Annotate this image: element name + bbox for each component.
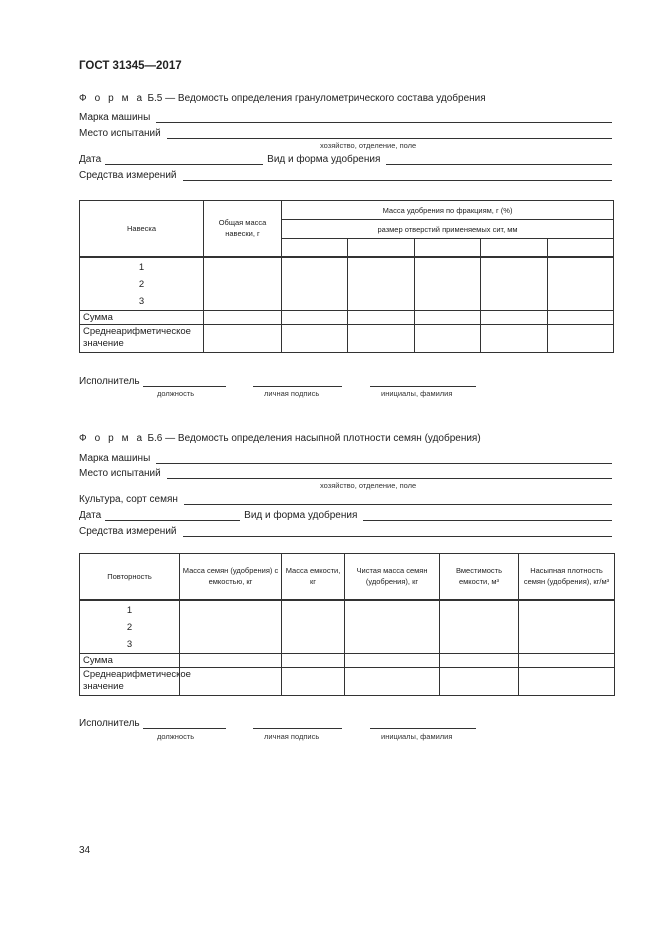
b5-date-label: Дата	[79, 154, 102, 165]
b5-place-field[interactable]	[167, 128, 612, 139]
page-number: 34	[79, 845, 91, 856]
b6-repeat-numbers	[80, 600, 180, 654]
b5-sieve-cell[interactable]	[348, 239, 415, 257]
b5-head-total-mass: Общая масса навески, г	[204, 201, 282, 257]
b5-name-hint: инициалы, фамилия	[381, 389, 453, 398]
b5-place-hint: хозяйство, отделение, поле	[320, 141, 417, 150]
b5-head-sample: Навеска	[80, 201, 204, 257]
b6-culture-field[interactable]	[184, 494, 612, 505]
b6-instruments-field[interactable]	[183, 526, 612, 537]
b5-position-hint: должность	[157, 389, 195, 398]
form-b6-title-text: Б.6 — Ведомость определения насыпной плотности семян (удобрения)	[147, 433, 481, 444]
b6-head-net-mass: Чистая масса семян (удобрения), кг	[345, 554, 440, 600]
b6-place-label: Место испытаний	[79, 468, 161, 479]
b6-fert-field[interactable]	[363, 510, 612, 521]
b5-name-line[interactable]	[370, 385, 476, 387]
b6-signature-hint: личная подпись	[264, 732, 320, 741]
b6-sum-label: Сумма	[80, 653, 180, 667]
b6-repeat-2: 2	[126, 621, 133, 633]
form-b6-title	[79, 433, 481, 444]
b5-mean-cell[interactable]	[204, 324, 282, 352]
b5-sieve-cell[interactable]	[282, 239, 348, 257]
b6-data-cell[interactable]	[345, 600, 440, 654]
b6-date-label: Дата	[79, 510, 102, 521]
form-b5-title-text: Б.5 — Ведомость определения гранулометрического состава удобрения	[147, 93, 486, 104]
b5-sum-label: Сумма	[80, 310, 204, 324]
b6-place-field[interactable]	[167, 468, 612, 479]
b6-repeat-1: 1	[126, 604, 133, 616]
b5-data-cell[interactable]	[548, 257, 614, 311]
b6-culture-label: Культура, сорт семян	[79, 494, 178, 505]
b6-name-hint: инициалы, фамилия	[381, 732, 453, 741]
b6-machine-label: Марка машины	[79, 453, 151, 464]
b6-place-row	[79, 466, 612, 479]
b6-name-line[interactable]	[370, 727, 476, 729]
b5-sum-cell[interactable]	[348, 310, 415, 324]
b6-sum-cell[interactable]	[282, 653, 345, 667]
b6-fert-label: Вид и форма удобрения	[244, 510, 358, 521]
b5-sum-cell[interactable]	[548, 310, 614, 324]
b6-repeat-3: 3	[126, 638, 133, 650]
b5-date-field[interactable]	[105, 154, 263, 165]
b6-instruments-row	[79, 524, 612, 537]
b6-head-capacity: Вместимость емкости, м³	[440, 554, 519, 600]
b6-mean-cell[interactable]	[282, 667, 345, 695]
b6-signature-line[interactable]	[253, 727, 342, 729]
b6-machine-row	[79, 451, 612, 464]
b6-date-field[interactable]	[105, 510, 240, 521]
b6-table	[79, 553, 615, 696]
b5-data-cell[interactable]	[204, 257, 282, 311]
b6-mean-cell[interactable]	[180, 667, 282, 695]
b5-date-row	[79, 152, 612, 165]
b6-mean-cell[interactable]	[440, 667, 519, 695]
b5-sum-cell[interactable]	[282, 310, 348, 324]
b6-culture-row	[79, 492, 612, 505]
b5-sieve-cell[interactable]	[548, 239, 614, 257]
document-header: ГОСТ 31345—2017	[79, 60, 182, 72]
form-b5-prefix: Ф о р м а	[79, 93, 145, 104]
b5-signature-hint: личная подпись	[264, 389, 320, 398]
b5-repeat-2: 2	[138, 278, 145, 290]
b5-signature-line[interactable]	[253, 385, 342, 387]
b6-instruments-label: Средства измерений	[79, 526, 177, 537]
b5-head-sieve: размер отверстий применяемых сит, мм	[282, 220, 614, 239]
b5-place-row	[79, 126, 612, 139]
form-b6-prefix: Ф о р м а	[79, 433, 145, 444]
b6-data-cell[interactable]	[180, 600, 282, 654]
b6-head-repeat: Повторность	[80, 554, 180, 600]
b6-mean-label: Среднеарифметическое значение	[80, 667, 180, 695]
b5-mean-label: Среднеарифметическое значение	[80, 324, 204, 352]
b5-repeat-numbers	[80, 257, 204, 311]
b5-data-cell[interactable]	[415, 257, 481, 311]
b5-machine-label: Марка машины	[79, 112, 151, 123]
b5-mean-cell[interactable]	[415, 324, 481, 352]
b5-sieve-cell[interactable]	[415, 239, 481, 257]
b5-place-label: Место испытаний	[79, 128, 161, 139]
b6-head-density: Насыпная плотность семян (удобрения), кг/м³	[519, 554, 615, 600]
b6-sum-cell[interactable]	[345, 653, 440, 667]
b5-fert-field[interactable]	[386, 154, 612, 165]
b5-mean-cell[interactable]	[348, 324, 415, 352]
b5-instruments-field[interactable]	[183, 170, 612, 181]
b5-executor-label: Исполнитель	[79, 376, 140, 387]
b6-executor-label: Исполнитель	[79, 718, 140, 729]
b5-data-cell[interactable]	[348, 257, 415, 311]
b5-position-line[interactable]	[143, 385, 226, 387]
b5-repeat-1: 1	[138, 261, 145, 273]
b5-mean-cell[interactable]	[548, 324, 614, 352]
b5-data-cell[interactable]	[481, 257, 548, 311]
b5-repeat-3: 3	[138, 295, 145, 307]
b6-data-cell[interactable]	[440, 600, 519, 654]
b6-mean-cell[interactable]	[345, 667, 440, 695]
b6-place-hint: хозяйство, отделение, поле	[320, 481, 417, 490]
b5-machine-field[interactable]	[156, 112, 612, 123]
b6-mean-cell[interactable]	[519, 667, 615, 695]
b6-data-cell[interactable]	[519, 600, 615, 654]
b5-instruments-row	[79, 168, 612, 181]
b5-instruments-label: Средства измерений	[79, 170, 177, 181]
b6-machine-field[interactable]	[156, 453, 612, 464]
b6-position-hint: должность	[157, 732, 195, 741]
b5-sum-cell[interactable]	[481, 310, 548, 324]
b6-head-mass-seeds: Масса семян (удобрения) с емкостью, кг	[180, 554, 282, 600]
b6-sum-cell[interactable]	[440, 653, 519, 667]
b6-sum-cell[interactable]	[519, 653, 615, 667]
b5-mean-cell[interactable]	[282, 324, 348, 352]
b6-position-line[interactable]	[143, 727, 226, 729]
b5-sum-cell[interactable]	[204, 310, 282, 324]
b6-head-mass-container: Масса емкости, кг	[282, 554, 345, 600]
b5-mean-cell[interactable]	[481, 324, 548, 352]
b6-data-cell[interactable]	[282, 600, 345, 654]
b5-table	[79, 200, 614, 353]
b5-head-mass-by-fraction: Масса удобрения по фракциям, г (%)	[282, 201, 614, 220]
b5-sum-cell[interactable]	[415, 310, 481, 324]
b6-sum-cell[interactable]	[180, 653, 282, 667]
form-b5-title	[79, 93, 486, 104]
b5-machine-row	[79, 110, 612, 123]
b5-fert-label: Вид и форма удобрения	[267, 154, 381, 165]
b6-date-row	[79, 508, 612, 521]
b5-sieve-cell[interactable]	[481, 239, 548, 257]
b5-data-cell[interactable]	[282, 257, 348, 311]
